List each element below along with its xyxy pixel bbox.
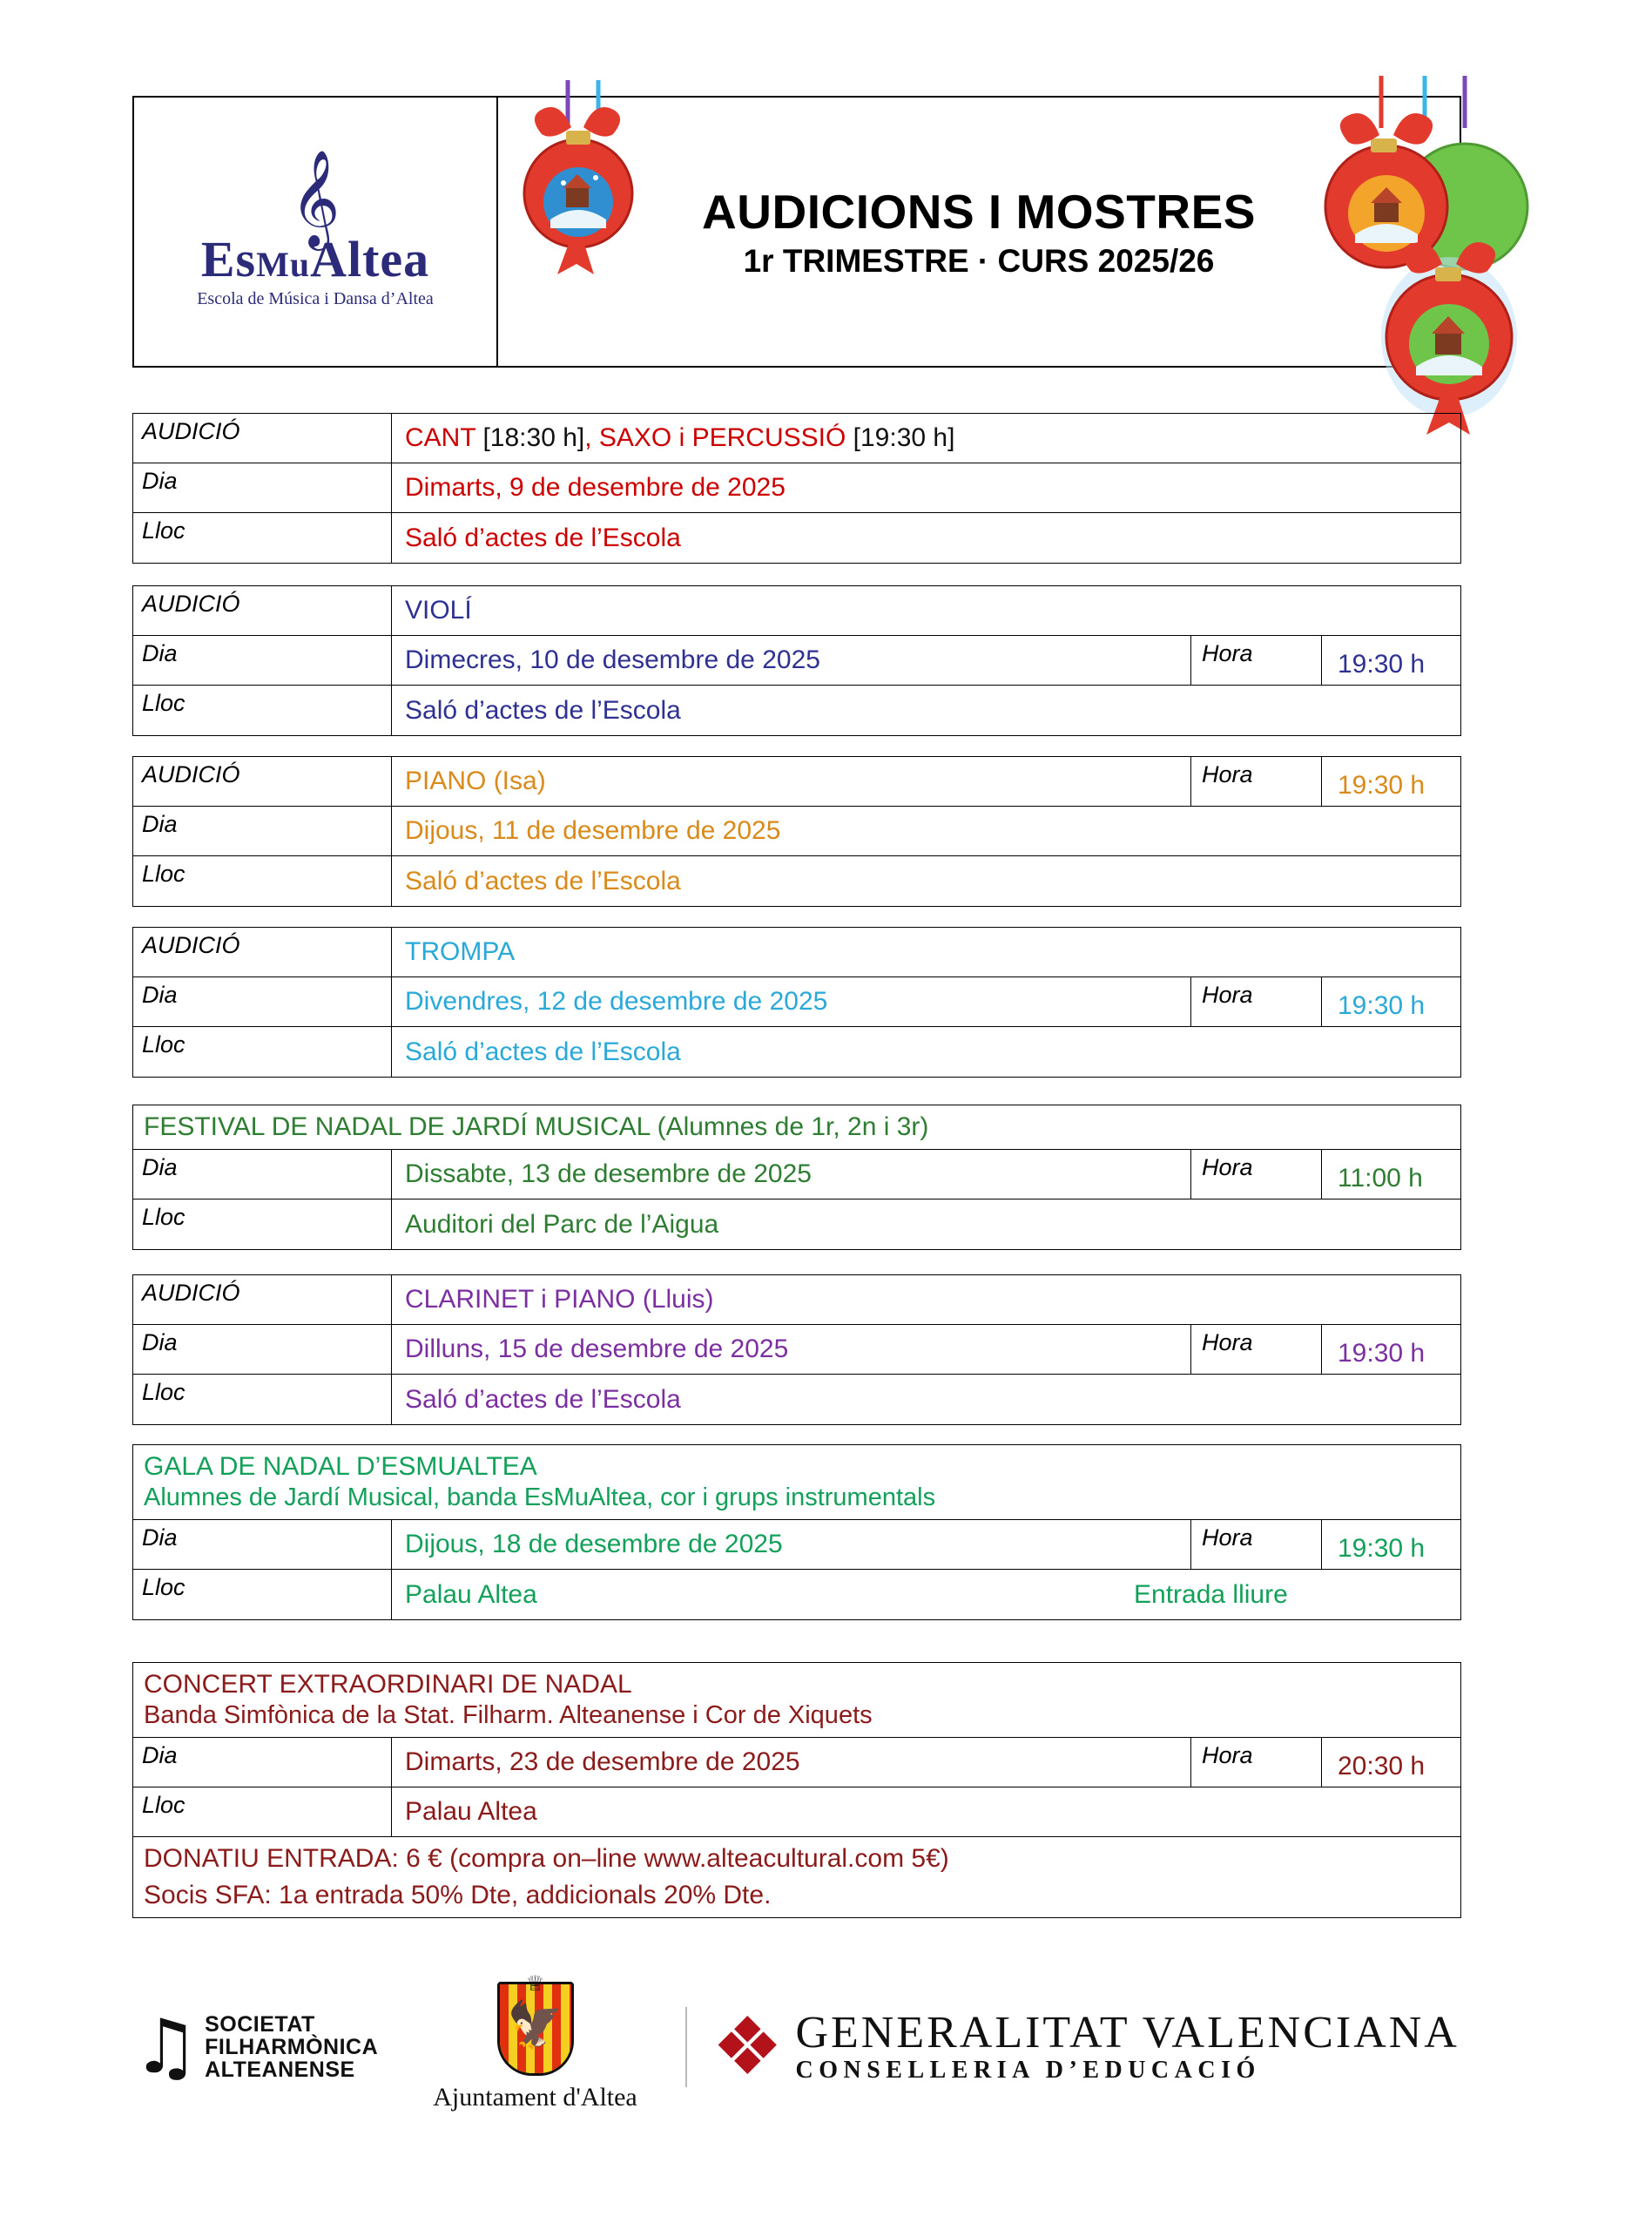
table-row-dia [133,977,1460,1027]
wordmark-es: Es [200,231,257,287]
gva-line-2: CONSELLERIA D’EDUCACIÓ [795,2057,1261,2085]
event-location: Saló d’actes de l’Escola [405,523,681,552]
label-dia: Dia [133,1150,392,1199]
label-audicio: AUDICIÓ [133,928,392,976]
table-row-lloc [133,856,1460,906]
page-title: AUDICIONS I MOSTRES [702,185,1256,239]
label-dia: Dia [133,636,392,685]
table-row-lloc [133,1570,1460,1619]
label-dia: Dia [133,807,392,855]
event-location: Saló d’actes de l’Escola [405,695,681,725]
event-title: CLARINET i PIANO (Lluis) [405,1285,714,1314]
event-title [392,414,1460,463]
label-lloc: Lloc [133,513,392,563]
event-location: Auditori del Parc de l’Aigua [405,1209,719,1239]
event-title-part-1: CANT [405,423,483,452]
event-time: 19:30 h [1321,1325,1460,1374]
label-lloc: Lloc [133,686,392,735]
label-lloc: Lloc [133,1570,392,1619]
event-block-piano-isa [132,756,1461,907]
table-row-lloc [133,1027,1460,1077]
sfa-line-1: SOCIETAT [205,2011,315,2037]
event-block-trompa [132,927,1461,1078]
event-time: 19:30 h [1321,1520,1460,1569]
label-audicio: AUDICIÓ [133,757,392,806]
label-hora: Hora [1190,1150,1321,1199]
table-row-dia [133,1738,1460,1787]
label-lloc: Lloc [133,1199,392,1249]
label-hora: Hora [1190,1325,1321,1374]
school-logo-cell [134,98,498,366]
event-title-part-2: [18:30 h] [482,423,585,452]
treble-clef-icon: 𝄞 [290,149,341,247]
ajuntament-logo [420,1972,651,2112]
gva-line-1: GENERALITAT VALENCIANA [795,2007,1460,2058]
table-row-audicio [133,1275,1460,1325]
event-date: Dimarts, 23 de desembre de 2025 [405,1747,800,1776]
event-entry-note: Entrada lliure [1134,1579,1288,1609]
event-subtitle: Alumnes de Jardí Musical, banda EsMuAltea, cor i grups instrumentals [133,1482,1460,1520]
event-time: 11:00 h [1321,1150,1460,1199]
label-hora: Hora [1190,1520,1321,1569]
label-hora: Hora [1190,1738,1321,1787]
event-date: Dijous, 18 de desembre de 2025 [405,1530,783,1558]
event-title-part-3: , SAXO i PERCUSSIÓ [584,423,853,452]
event-title-part-4: [19:30 h] [853,423,955,452]
table-row-dia [133,636,1460,686]
label-lloc: Lloc [133,856,392,906]
event-location: Saló d’actes de l’Escola [405,1384,681,1414]
event-date: Dissabte, 13 de desembre de 2025 [405,1159,812,1188]
sfa-line-3: ALTEANENSE [205,2058,355,2083]
event-date: Dijous, 11 de desembre de 2025 [405,816,781,845]
event-title: CONCERT EXTRAORDINARI DE NADAL [144,1670,632,1699]
table-row-dia [133,807,1460,856]
event-location: Palau Altea [405,1797,537,1826]
event-title: VIOLÍ [405,596,472,625]
table-row-lloc [133,1787,1460,1837]
label-audicio: AUDICIÓ [133,414,392,463]
label-dia: Dia [133,1325,392,1374]
sfa-line-2: FILHARMÒNICA [205,2034,379,2059]
altea-coat-of-arms-icon: 🦅 ♕ [497,1982,574,2076]
member-discount-note: Socis SFA: 1a entrada 50% Dte, addicionals 20% Dte. [144,1881,772,1909]
table-row-lloc [133,513,1460,563]
event-date: Divendres, 12 de desembre de 2025 [405,987,828,1016]
label-hora: Hora [1190,636,1321,685]
event-time: 20:30 h [1321,1738,1460,1787]
label-lloc: Lloc [133,1787,392,1836]
esmualtea-tagline: Escola de Música i Dansa d’Altea [197,289,434,308]
event-location: Saló d’actes de l’Escola [405,866,681,895]
event-title-tail: (Alumnes de 1r, 2n i 3r) [650,1112,929,1141]
event-date: Dilluns, 15 de desembre de 2025 [405,1335,789,1363]
table-row-lloc [133,1375,1460,1424]
event-subtitle: Banda Simfònica de la Stat. Filharm. Alteanense i Cor de Xiquets [133,1700,1460,1738]
christmas-bauble-right [1294,76,1555,442]
ajuntament-label: Ajuntament d'Altea [433,2083,637,2112]
label-hora: Hora [1190,977,1321,1026]
event-block-violi [132,585,1461,736]
event-block-cant-saxo-percussio [132,413,1461,564]
event-title: PIANO (Isa) [405,767,546,795]
event-location: Saló d’actes de l’Escola [405,1037,681,1066]
table-row-audicio [133,928,1460,977]
ticket-donation-note: DONATIU ENTRADA: 6 € (compra on–line www.alteacultural.com 5€) [144,1844,949,1873]
event-block-gala-nadal-esmualtea [132,1444,1461,1620]
table-row-lloc [133,686,1460,735]
poster-header [132,96,1461,368]
label-dia: Dia [133,1738,392,1787]
table-row-dia [133,1150,1460,1199]
table-row-lloc [133,1199,1460,1249]
table-row-audicio [133,586,1460,636]
table-row-audicio [133,414,1460,463]
label-hora: Hora [1190,757,1321,806]
table-row-dia [133,1325,1460,1375]
label-dia: Dia [133,463,392,512]
label-dia: Dia [133,1520,392,1569]
event-block-concert-extraordinari-nadal [132,1662,1461,1918]
event-time: 19:30 h [1321,757,1460,806]
event-time: 19:30 h [1321,636,1460,685]
esmualtea-wordmark [197,231,434,287]
event-title [133,1105,1460,1150]
event-location: Palau Altea [405,1579,537,1609]
sfa-logo-text [205,2013,378,2082]
label-audicio: AUDICIÓ [133,586,392,635]
table-row-dia [133,1520,1460,1570]
generalitat-valenciana-logo [685,2000,1460,2093]
event-title-main: FESTIVAL DE NADAL DE JARDÍ MUSICAL [144,1112,651,1141]
table-row-dia [133,463,1460,513]
event-date: Dimarts, 9 de desembre de 2025 [405,473,786,502]
label-lloc: Lloc [133,1375,392,1424]
esmualtea-logo [197,149,434,308]
label-lloc: Lloc [133,1027,392,1077]
gva-logo-text [795,2007,1460,2085]
page-subtitle: 1r TRIMESTRE · CURS 2025/26 [743,243,1215,279]
gva-logo-icon: ❖ [711,2000,784,2093]
lyre-icon: ♫ [132,2004,200,2091]
event-block-clarinet-piano-lluis [132,1274,1461,1425]
christmas-bauble-left [516,80,664,280]
wordmark-mu: Mu [256,245,311,284]
footer-logos [132,1960,1491,2134]
event-block-festival-nadal-jardi-musical [132,1105,1461,1250]
poster-title-cell [498,98,1460,366]
event-date: Dimecres, 10 de desembre de 2025 [405,645,820,674]
sfa-logo [132,2004,394,2091]
table-row-audicio [133,757,1460,807]
label-dia: Dia [133,977,392,1026]
event-title: GALA DE NADAL D’ESMUALTEA [144,1452,537,1481]
event-title: TROMPA [405,937,516,966]
wordmark-altea: Altea [310,231,430,287]
event-time: 19:30 h [1321,977,1460,1026]
label-audicio: AUDICIÓ [133,1275,392,1324]
